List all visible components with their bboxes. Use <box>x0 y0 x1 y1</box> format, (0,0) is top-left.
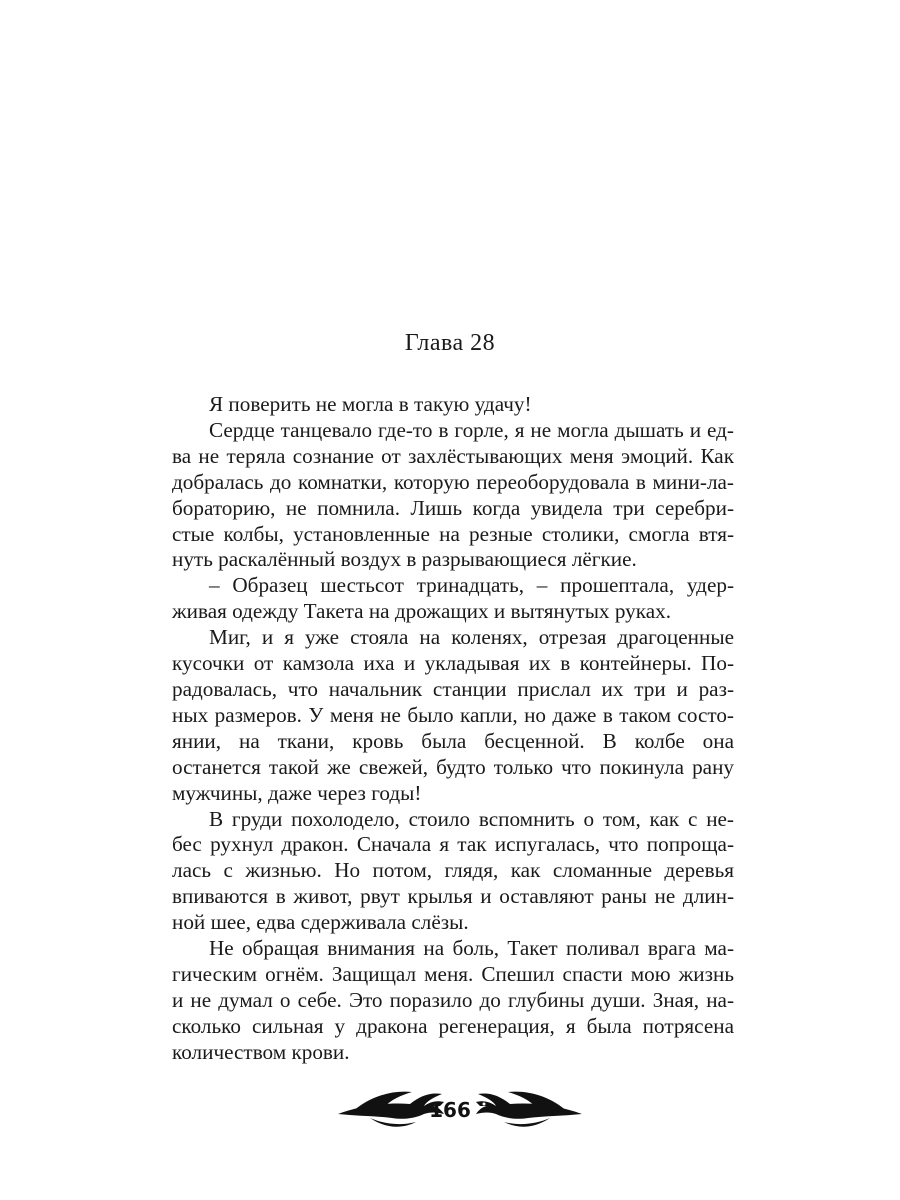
text-line: В груди похолодело, стоило вспомнить о том, как с не- <box>209 806 734 831</box>
page-number: 166 <box>429 1098 471 1122</box>
text-line: ной шее, едва сдерживала слёзы. <box>172 910 469 935</box>
text-line: – Образец шестьсот тринадцать, – прошептала, удер- <box>209 573 734 598</box>
text-line: живая одежду Такета на дрожащих и вытянутых руках. <box>172 599 671 624</box>
text-line: количеством крови. <box>172 1039 350 1064</box>
text-line: гическим огнём. Защищал меня. Спешил спасти мою жизнь <box>172 961 734 986</box>
text-line: добралась до комнатки, которую переоборудовала в мини-ла- <box>172 469 734 494</box>
paragraph <box>172 807 734 937</box>
text-line: ных размеров. У меня не было капли, но даже в таком состо- <box>172 702 734 727</box>
paragraph <box>172 392 734 418</box>
text-line: лась с жизнью. Но потом, глядя, как сломанные деревья <box>172 858 734 883</box>
paragraph <box>172 418 734 573</box>
text-line: сколько сильная у дракона регенерация, я была потрясена <box>172 1013 734 1038</box>
text-line: ва не теряла сознание от захлёстывающих меня эмоций. Как <box>172 443 734 468</box>
paragraph <box>172 625 734 806</box>
paragraph <box>172 573 734 625</box>
text-line: янии, на ткани, кровь была бесценной. В колбе она <box>172 728 734 753</box>
text-line: Миг, и я уже стояла на коленях, отрезая драгоценные <box>209 625 734 650</box>
text-line: и не думал о себе. Это поразило до глубины души. Зная, на- <box>172 987 734 1012</box>
text-line: Сердце танцевало где-то в горле, я не могла дышать и ед- <box>209 417 734 442</box>
paragraph <box>172 936 734 1066</box>
chapter-title: Глава 28 <box>404 330 496 356</box>
text-line: бораторию, не помнила. Лишь когда увидела три серебри- <box>172 495 734 520</box>
text-line: Не обращая внимания на боль, Такет поливал врага ма- <box>209 936 734 961</box>
text-line: Я поверить не могла в такую удачу! <box>209 392 532 416</box>
text-line: нуть раскалённый воздух в разрывающиеся лёгкие. <box>172 547 637 572</box>
chapter-body <box>172 392 734 1066</box>
text-line: впиваются в живот, рвут крылья и оставляют раны не длин- <box>172 884 734 909</box>
text-line: радовалась, что начальник станции прислал их три и раз- <box>172 676 734 701</box>
text-line: стые колбы, установленные на резные столики, смогла втя- <box>172 521 734 546</box>
text-line: кусочки от камзола иха и укладывая их в контейнеры. По- <box>172 651 734 676</box>
text-line: мужчины, даже через годы! <box>172 780 422 805</box>
text-line: останется такой же свежей, будто только что покинула рану <box>172 754 734 779</box>
text-line: бес рухнул дракон. Сначала я так испугалась, что попроща- <box>172 832 734 857</box>
